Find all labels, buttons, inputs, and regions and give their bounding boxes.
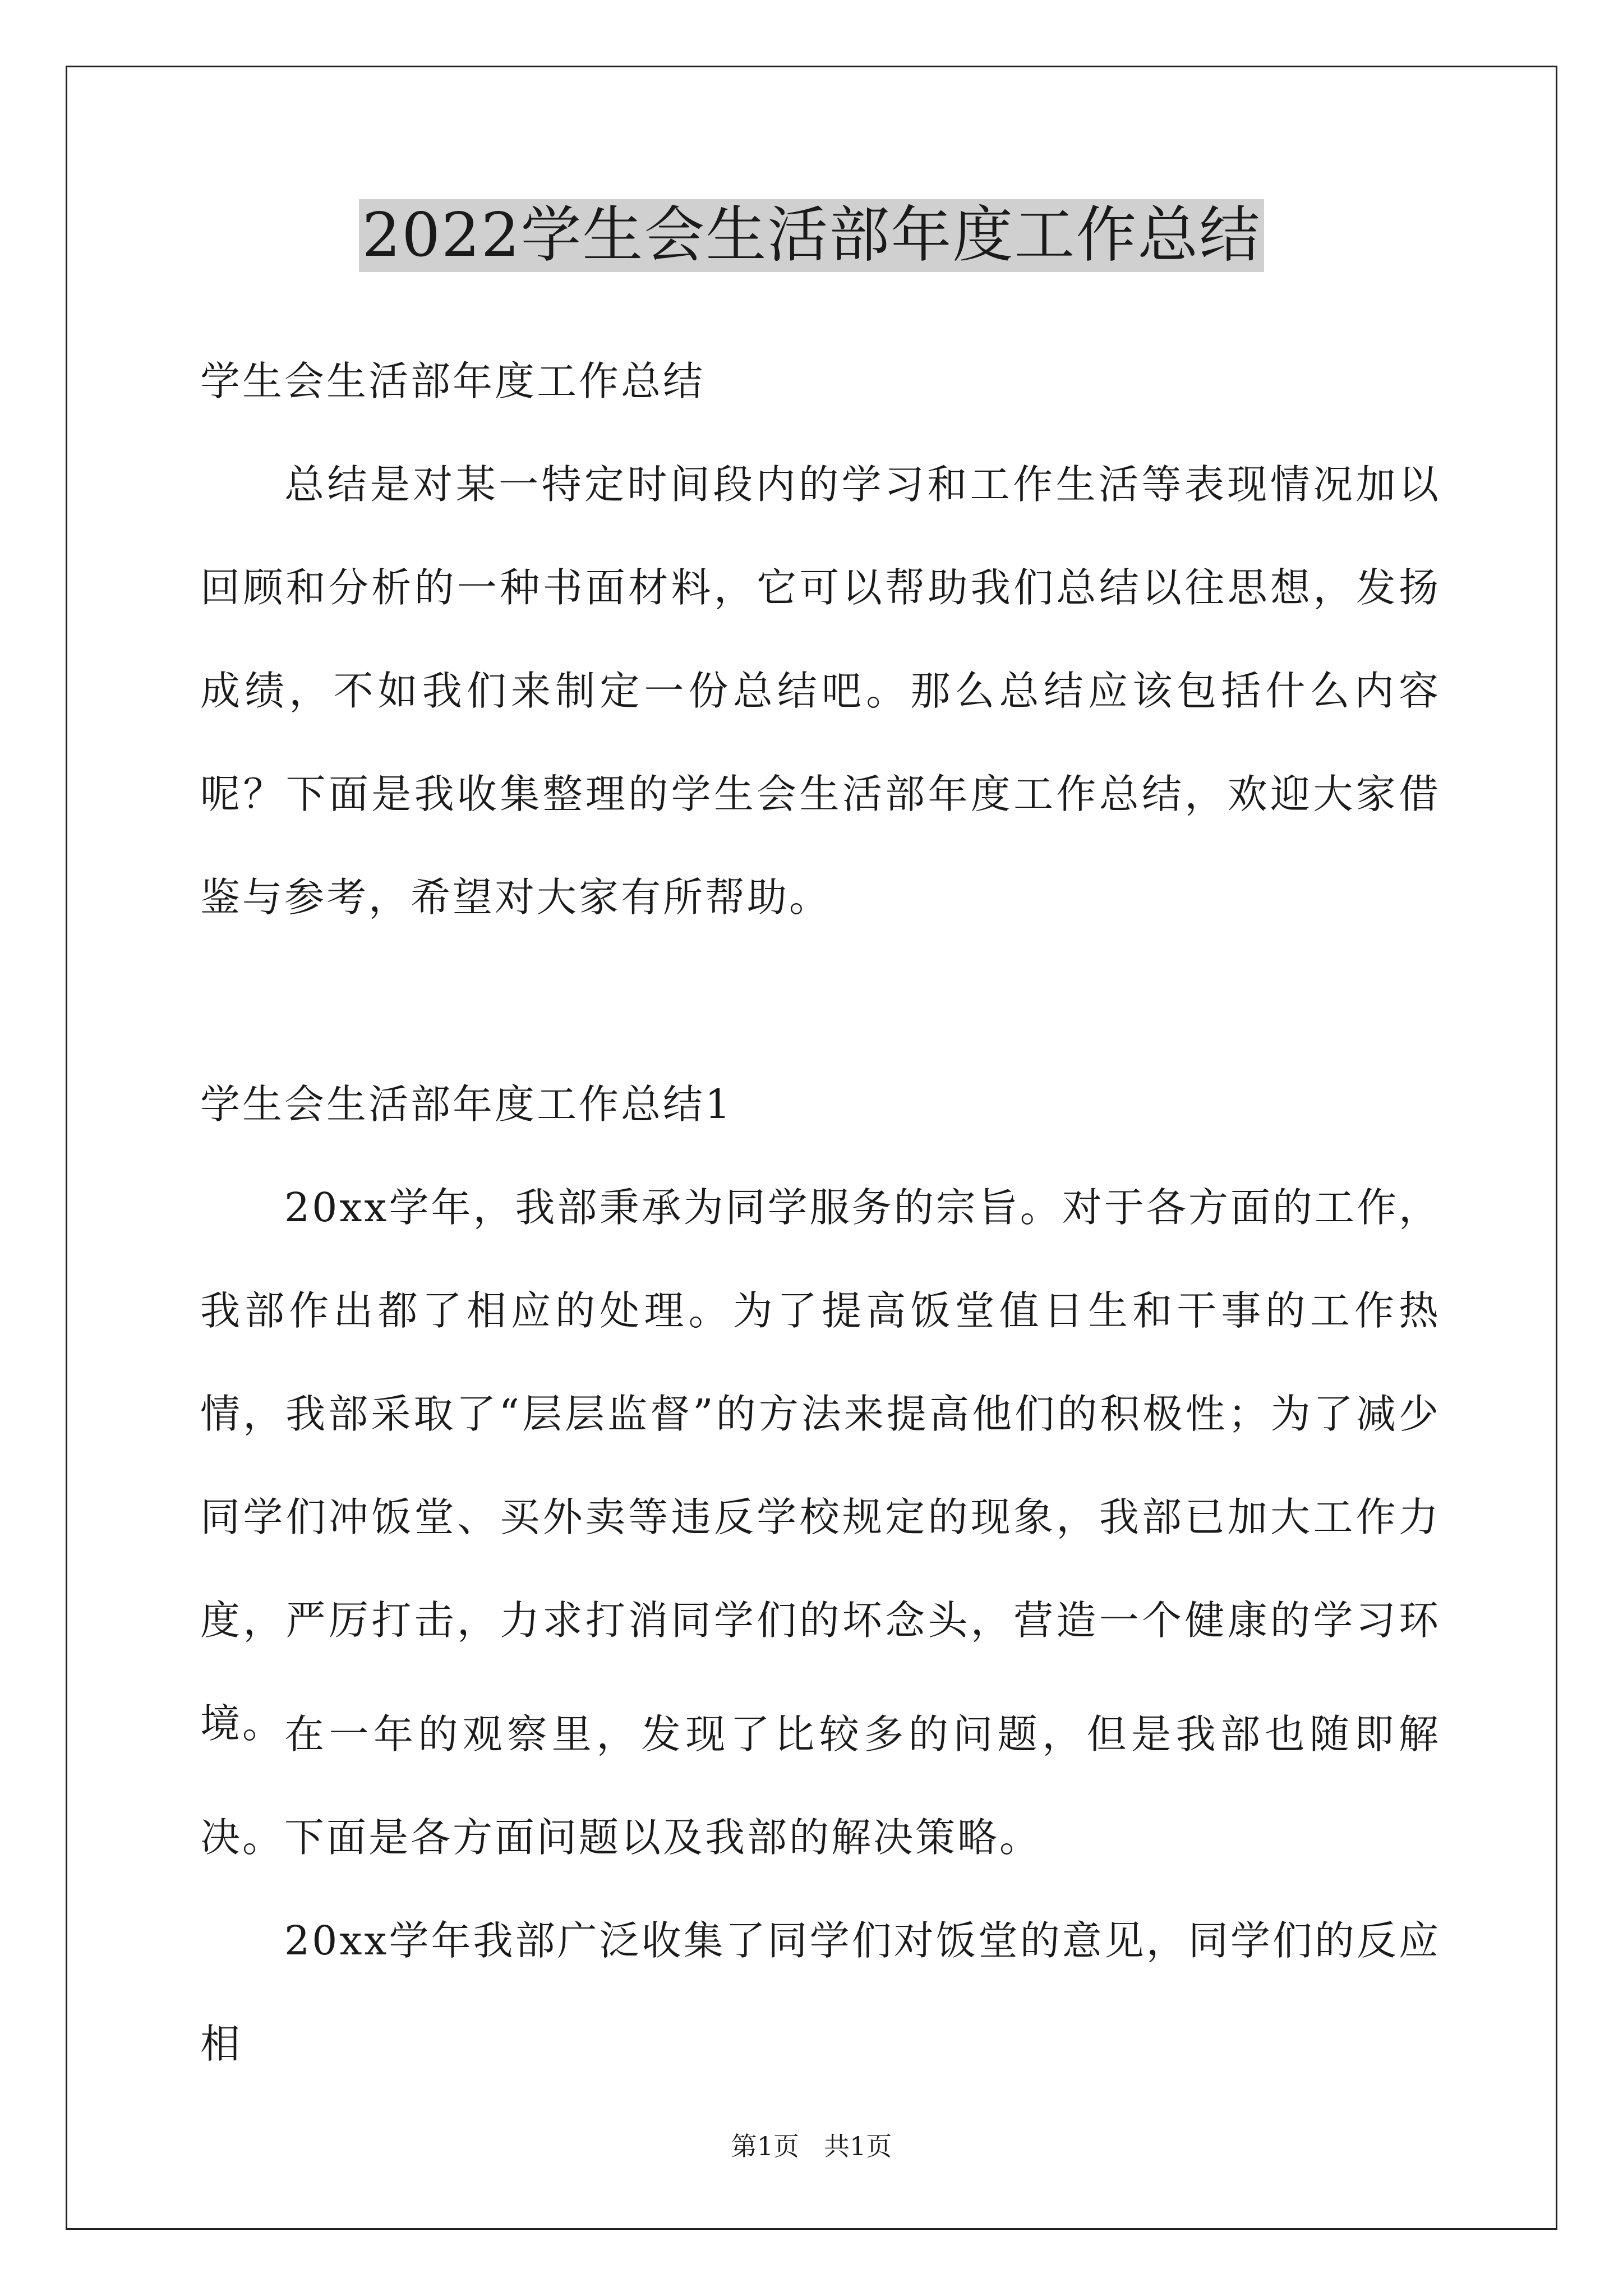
page-number: 第1页 (731, 2131, 799, 2161)
intro-paragraph: 总结是对某一特定时间段内的学习和工作生活等表现情况加以回顾和分析的一种书面材料，它可以帮助我们总结以往思想，发扬成绩，不如我们来制定一份总结吧。那么总结应该包括什么内容呢？下面是我收集整理的学生会生活部年度工作总结，欢迎大家借鉴与参考，希望对大家有所帮助。 (200, 461, 1441, 921)
section-paragraph-3: 20xx学年我部广泛收集了同学们对饭堂的意见，同学们的反应相 (200, 1917, 1441, 2067)
section-paragraph-2: 在一年的观察里，发现了比较多的问题，但是我部也随即解决。下面是各方面问题以及我部的解决策略。 (200, 1711, 1441, 1861)
page-footer (0, 2129, 1623, 2163)
section-heading: 学生会生活部年度工作总结1 (200, 1081, 733, 1128)
page-total: 共1页 (824, 2131, 892, 2161)
title-container (0, 199, 1623, 272)
document-subtitle: 学生会生活部年度工作总结 (200, 358, 706, 404)
document-title: 2022学生会生活部年度工作总结 (359, 199, 1265, 272)
section-paragraph-1: 20xx学年，我部秉承为同学服务的宗旨。对于各方面的工作，我部作出都了相应的处理。为了提高饭堂值日生和干事的工作热情，我部采取了“层层监督”的方法来提高他们的积极性；为了减少同学们冲饭堂、买外卖等违反学校规定的现象，我部已加大工作力度，严厉打击，力求打消同学们的坏念头，营造一个健康的学习环境。 (200, 1184, 1441, 1747)
